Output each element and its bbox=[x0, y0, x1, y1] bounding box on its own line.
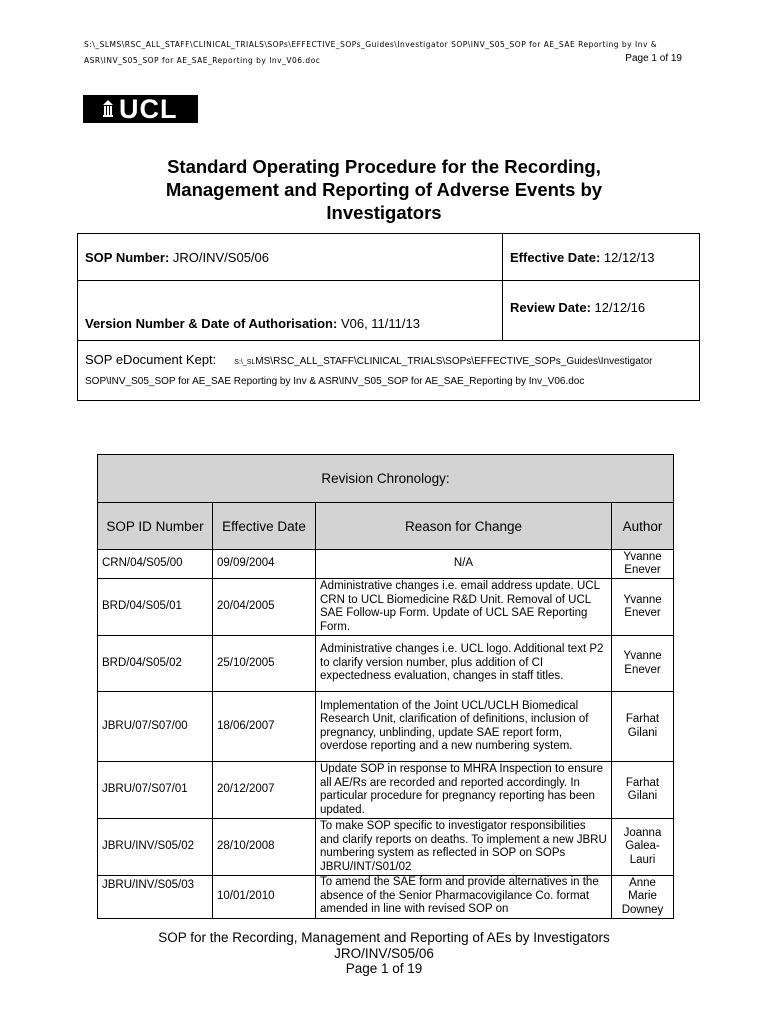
column-header: Author bbox=[612, 503, 674, 550]
table-row bbox=[98, 876, 674, 919]
author-cell: Yvanne Enever bbox=[612, 550, 674, 579]
date-cell: 09/09/2004 bbox=[213, 550, 316, 579]
column-header: Effective Date bbox=[213, 503, 316, 550]
sop-number-value: JRO/INV/S05/06 bbox=[169, 249, 269, 265]
ucl-logo bbox=[83, 95, 198, 123]
table-row bbox=[98, 762, 674, 819]
title-line: Standard Operating Procedure for the Recording, bbox=[167, 156, 601, 177]
edocument-cell bbox=[78, 341, 700, 401]
revision-chronology-table bbox=[97, 454, 674, 919]
header-page-number: Page 1 of 19 bbox=[625, 53, 682, 64]
date-cell: 20/04/2005 bbox=[213, 579, 316, 636]
table-row bbox=[98, 550, 674, 579]
date-cell: 18/06/2007 bbox=[213, 692, 316, 762]
table-row bbox=[98, 579, 674, 636]
header-file-path-continued: ASR\INV_S05_SOP for AE_SAE_Reporting by Inv_V06.doc bbox=[84, 56, 321, 65]
table-row bbox=[98, 692, 674, 762]
edocument-label: SOP eDocument Kept: bbox=[85, 352, 217, 367]
date-cell: 28/10/2008 bbox=[213, 819, 316, 876]
author-cell: Anne Marie Downey bbox=[612, 876, 674, 919]
title-line: Investigators bbox=[326, 202, 442, 223]
sop-number-cell bbox=[78, 234, 503, 281]
sop-id-cell: CRN/04/S05/00 bbox=[98, 550, 213, 579]
page-footer bbox=[0, 930, 768, 977]
revision-title: Revision Chronology: bbox=[98, 455, 674, 503]
document-title bbox=[0, 155, 768, 224]
review-date-cell bbox=[503, 281, 700, 341]
author-cell: Farhat Gilani bbox=[612, 762, 674, 819]
ucl-portico-icon bbox=[103, 100, 113, 117]
sop-id-cell: BRD/04/S05/01 bbox=[98, 579, 213, 636]
reason-cell: To amend the SAE form and provide alternatives in the absence of the Senior Pharmacovigilance Co. format amended in line with revised SOP on bbox=[316, 876, 612, 919]
sop-id-cell: JBRU/07/S07/00 bbox=[98, 692, 213, 762]
version-label: Version Number & Date of Authorisation: bbox=[85, 316, 338, 331]
edocument-path: MS\RSC_ALL_STAFF\CLINICAL_TRIALS\SOPs\EFFECTIVE_SOPs_Guides\Investigator bbox=[255, 356, 653, 367]
column-header: SOP ID Number bbox=[98, 503, 213, 550]
review-date-label: Review Date: bbox=[510, 300, 591, 315]
edocument-path-continued: SOP\INV_S05_SOP for AE_SAE Reporting by Inv & ASR\INV_S05_SOP for AE_SAE_Reporting by Inv_V06.doc bbox=[85, 376, 585, 387]
edocument-path-prefix: S:\_SL bbox=[234, 359, 256, 366]
footer-sop-number: JRO/INV/S05/06 bbox=[334, 945, 434, 961]
version-value: V06, 11/11/13 bbox=[337, 316, 420, 331]
logo-text: UCL bbox=[119, 94, 178, 124]
effective-date-cell bbox=[503, 234, 700, 281]
sop-id-cell: BRD/04/S05/02 bbox=[98, 636, 213, 692]
effective-date-label: Effective Date: bbox=[510, 249, 601, 265]
reason-cell: Administrative changes i.e. email address update. UCL CRN to UCL Biomedicine R&D Unit. Removal of UCL SAE Follow-up Form. Update of UCL SAE Reporting Form. bbox=[316, 579, 612, 636]
author-cell: Farhat Gilani bbox=[612, 692, 674, 762]
date-cell: 10/01/2010 bbox=[213, 876, 316, 919]
reason-cell: Administrative changes i.e. UCL logo. Additional text P2 to clarify version number, plus addition of CI expectedness evaluation, changes in staff titles. bbox=[316, 636, 612, 692]
date-cell: 20/12/2007 bbox=[213, 762, 316, 819]
reason-cell: To make SOP specific to investigator responsibilities and clarify reports on deaths. To implement a new JBRU numbering system as reflected in SOP on SOPs JBRU/INT/S01/02 bbox=[316, 819, 612, 876]
author-cell: Joanna Galea-Lauri bbox=[612, 819, 674, 876]
footer-page-number: Page 1 of 19 bbox=[345, 961, 423, 976]
date-cell: 25/10/2005 bbox=[213, 636, 316, 692]
author-cell: Yvanne Enever bbox=[612, 636, 674, 692]
author-cell: Yvanne Enever bbox=[612, 579, 674, 636]
sop-id-cell: JBRU/INV/S05/02 bbox=[98, 819, 213, 876]
table-row bbox=[98, 819, 674, 876]
reason-cell: N/A bbox=[316, 550, 612, 579]
sop-number-label: SOP Number: bbox=[85, 249, 170, 265]
review-date-value: 12/12/16 bbox=[590, 300, 646, 315]
sop-id-cell: JBRU/07/S07/01 bbox=[98, 762, 213, 819]
column-header: Reason for Change bbox=[316, 503, 612, 550]
footer-title: SOP for the Recording, Management and Reporting of AEs by Investigators bbox=[158, 930, 610, 945]
header-file-path: S:\_SLMS\RSC_ALL_STAFF\CLINICAL_TRIALS\SOPs\EFFECTIVE_SOPs_Guides\Investigator SOP\INV_S05_SOP for AE_SAE Reporting by Inv & bbox=[84, 40, 658, 49]
sop-info-table bbox=[77, 233, 700, 401]
title-line: Management and Reporting of Adverse Events by bbox=[165, 179, 603, 200]
sop-id-cell: JBRU/INV/S05/03 bbox=[98, 876, 213, 919]
reason-cell: Update SOP in response to MHRA Inspection to ensure all AE/Rs are recorded and reported accordingly. In particular procedure for pregnancy reporting has been updated. bbox=[316, 762, 612, 819]
reason-cell: Implementation of the Joint UCL/UCLH Biomedical Research Unit, clarification of definitions, inclusion of pregnancy, unblinding, update SAE report form, overdose reporting and a new numbering system. bbox=[316, 692, 612, 762]
effective-date-value: 12/12/13 bbox=[600, 249, 655, 265]
version-cell bbox=[78, 281, 503, 341]
table-row bbox=[98, 636, 674, 692]
